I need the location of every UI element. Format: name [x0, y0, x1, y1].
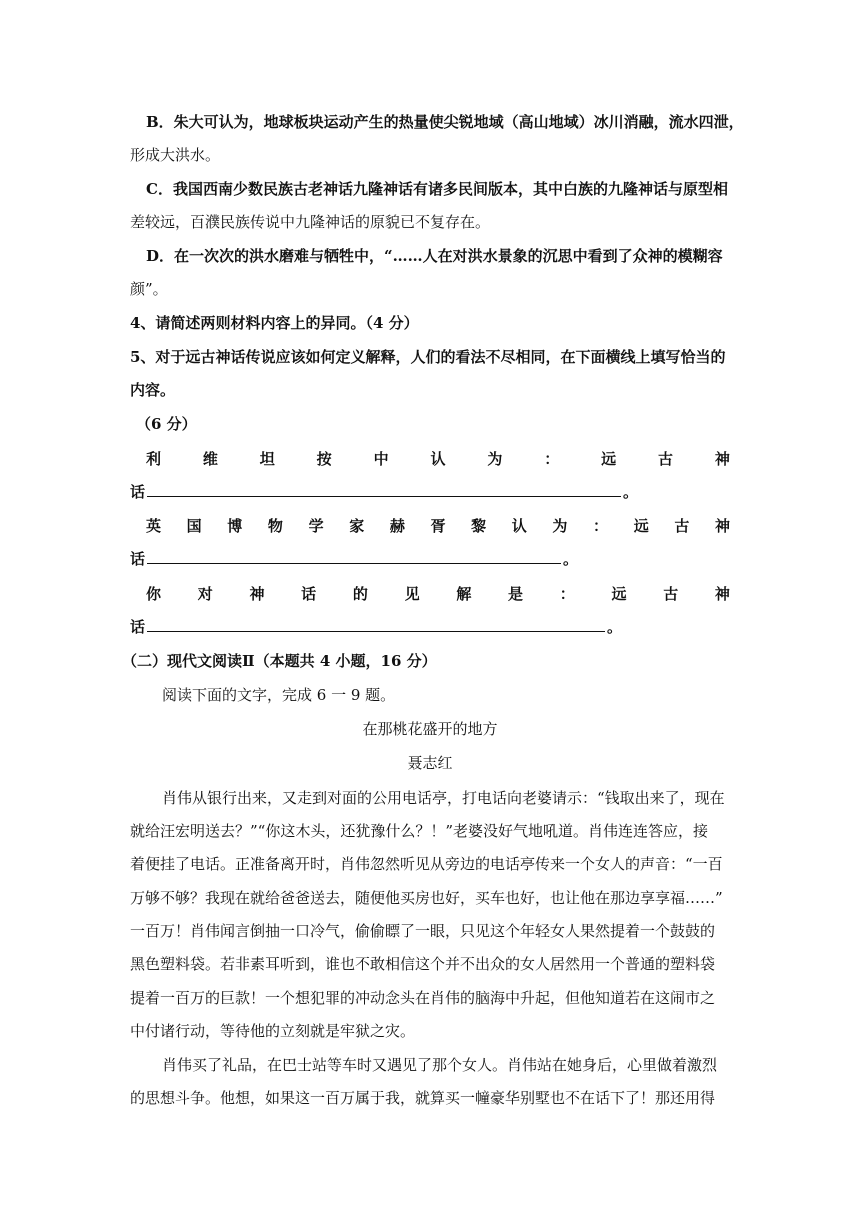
prompt-char: 为: [487, 450, 503, 468]
prompt-char: ：: [559, 585, 575, 603]
prompt-char: 对: [197, 585, 213, 603]
passage-line: 中付诸行动，等待他的立刻就是牢狱之灾。: [130, 1022, 416, 1040]
prompt-char: 国: [186, 517, 202, 535]
passage-line: 着便挂了电话。正准备离开时，肖伟忽然听见从旁边的电话亭传来一个女人的声音：“一百: [130, 855, 723, 873]
question-5-points: （6 分）: [136, 415, 197, 433]
period: 。: [563, 550, 579, 568]
answer-blank-1[interactable]: [147, 481, 621, 497]
hua-label: 话: [130, 618, 146, 636]
answer-row-2-blank-line: [130, 548, 730, 570]
prompt-char: 解: [456, 585, 472, 603]
answer-row-1-blank-line: [130, 481, 730, 503]
prompt-char: 维: [202, 450, 218, 468]
passage-line: 提着一百万的巨款！一个想犯罪的冲动念头在肖伟的脑海中升起，但他知道若在这闹市之: [130, 989, 716, 1007]
passage-title: 在那桃花盛开的地方: [362, 720, 498, 738]
prompt-char: 认: [511, 517, 527, 535]
question-4: 4、请简述两则材料内容上的异同。（4 分）: [130, 314, 419, 332]
section-heading: （二）现代文阅读Ⅱ（本题共 4 小题，16 分）: [122, 652, 437, 670]
prompt-char: 的: [352, 585, 368, 603]
passage-author: 聂志红: [407, 754, 453, 772]
period: 。: [607, 618, 623, 636]
prompt-char: 英: [146, 517, 162, 535]
prompt-char: 坦: [259, 450, 275, 468]
option-b-line2: 形成大洪水。: [130, 146, 221, 164]
prompt-char: 认: [430, 450, 446, 468]
prompt-char: 你: [146, 585, 162, 603]
prompt-char: 话: [301, 585, 317, 603]
answer-row-2-prompt: [146, 515, 730, 537]
passage-line: 一百万！肖伟闻言倒抽一口冷气，偷偷瞟了一眼，只见这个年轻女人果然提着一个鼓鼓的: [130, 922, 716, 940]
prompt-char: 黎: [471, 517, 487, 535]
prompt-char: 远: [633, 517, 649, 535]
prompt-char: 古: [658, 450, 674, 468]
prompt-char: 按: [316, 450, 332, 468]
passage-line: 万够不够？我现在就给爸爸送去，随便他买房也好，买车也好，也让他在那边享享福……”: [130, 889, 723, 907]
hua-label: 话: [130, 483, 146, 501]
answer-blank-2[interactable]: [147, 548, 561, 564]
prompt-char: 物: [267, 517, 283, 535]
prompt-char: 神: [714, 585, 730, 603]
prompt-char: ：: [593, 517, 609, 535]
prompt-char: 神: [714, 517, 730, 535]
question-5-line1: 5、对于远古神话传说应该如何定义解释，人们的看法不尽相同，在下面横线上填写恰当的: [130, 348, 726, 366]
prompt-char: 神: [249, 585, 265, 603]
option-d-line1: D．在一次次的洪水磨难与牺牲中，“……人在对洪水景象的沉思中看到了众神的模糊容: [146, 247, 723, 265]
prompt-char: 古: [674, 517, 690, 535]
prompt-char: 神: [714, 450, 730, 468]
prompt-char: 家: [349, 517, 365, 535]
hua-label: 话: [130, 550, 146, 568]
question-5-line2: 内容。: [130, 381, 176, 399]
option-c-line1: C．我国西南少数民族古老神话九隆神话有诸多民间版本，其中白族的九隆神话与原型相: [146, 180, 728, 198]
prompt-char: 见: [404, 585, 420, 603]
prompt-char: 赫: [389, 517, 405, 535]
option-c-line2: 差较远，百濮民族传说中九隆神话的原貌已不复存在。: [130, 213, 491, 231]
prompt-char: 学: [308, 517, 324, 535]
passage-line: 的思想斗争。他想，如果这一百万属于我，就算买一幢豪华别墅也不在话下了！那还用得: [130, 1089, 716, 1107]
passage-line: 就给汪宏明送去？”“你这木头，还犹豫什么？！”老婆没好气地吼道。肖伟连连答应，接: [130, 822, 709, 840]
option-b-line1: B．朱大可认为，地球板块运动产生的热量使尖锐地域（高山地域）冰川消融，流水四泄，: [146, 113, 744, 131]
prompt-char: 远: [611, 585, 627, 603]
answer-row-3-prompt: [146, 583, 730, 605]
passage-line: 肖伟从银行出来，又走到对面的公用电话亭，打电话向老婆请示：“钱取出来了，现在: [162, 789, 725, 807]
section-instruction: 阅读下面的文字，完成 6 一 9 题。: [162, 686, 396, 704]
passage-line: 黑色塑料袋。若非素耳听到，谁也不敢相信这个并不出众的女人居然用一个普通的塑料袋: [130, 955, 716, 973]
answer-blank-3[interactable]: [147, 616, 605, 632]
period: 。: [623, 483, 639, 501]
prompt-char: 博: [227, 517, 243, 535]
prompt-char: 中: [373, 450, 389, 468]
prompt-char: 为: [552, 517, 568, 535]
prompt-char: 利: [146, 450, 162, 468]
prompt-char: 远: [601, 450, 617, 468]
passage-line: 肖伟买了礼品，在巴士站等车时又遇见了那个女人。肖伟站在她身后，心里做着激烈: [162, 1056, 718, 1074]
prompt-char: ：: [544, 450, 560, 468]
prompt-char: 古: [663, 585, 679, 603]
option-d-line2: 颜”。: [130, 280, 168, 298]
answer-row-1-prompt: [146, 448, 730, 470]
prompt-char: 胥: [430, 517, 446, 535]
prompt-char: 是: [508, 585, 524, 603]
answer-row-3-blank-line: [130, 616, 730, 638]
